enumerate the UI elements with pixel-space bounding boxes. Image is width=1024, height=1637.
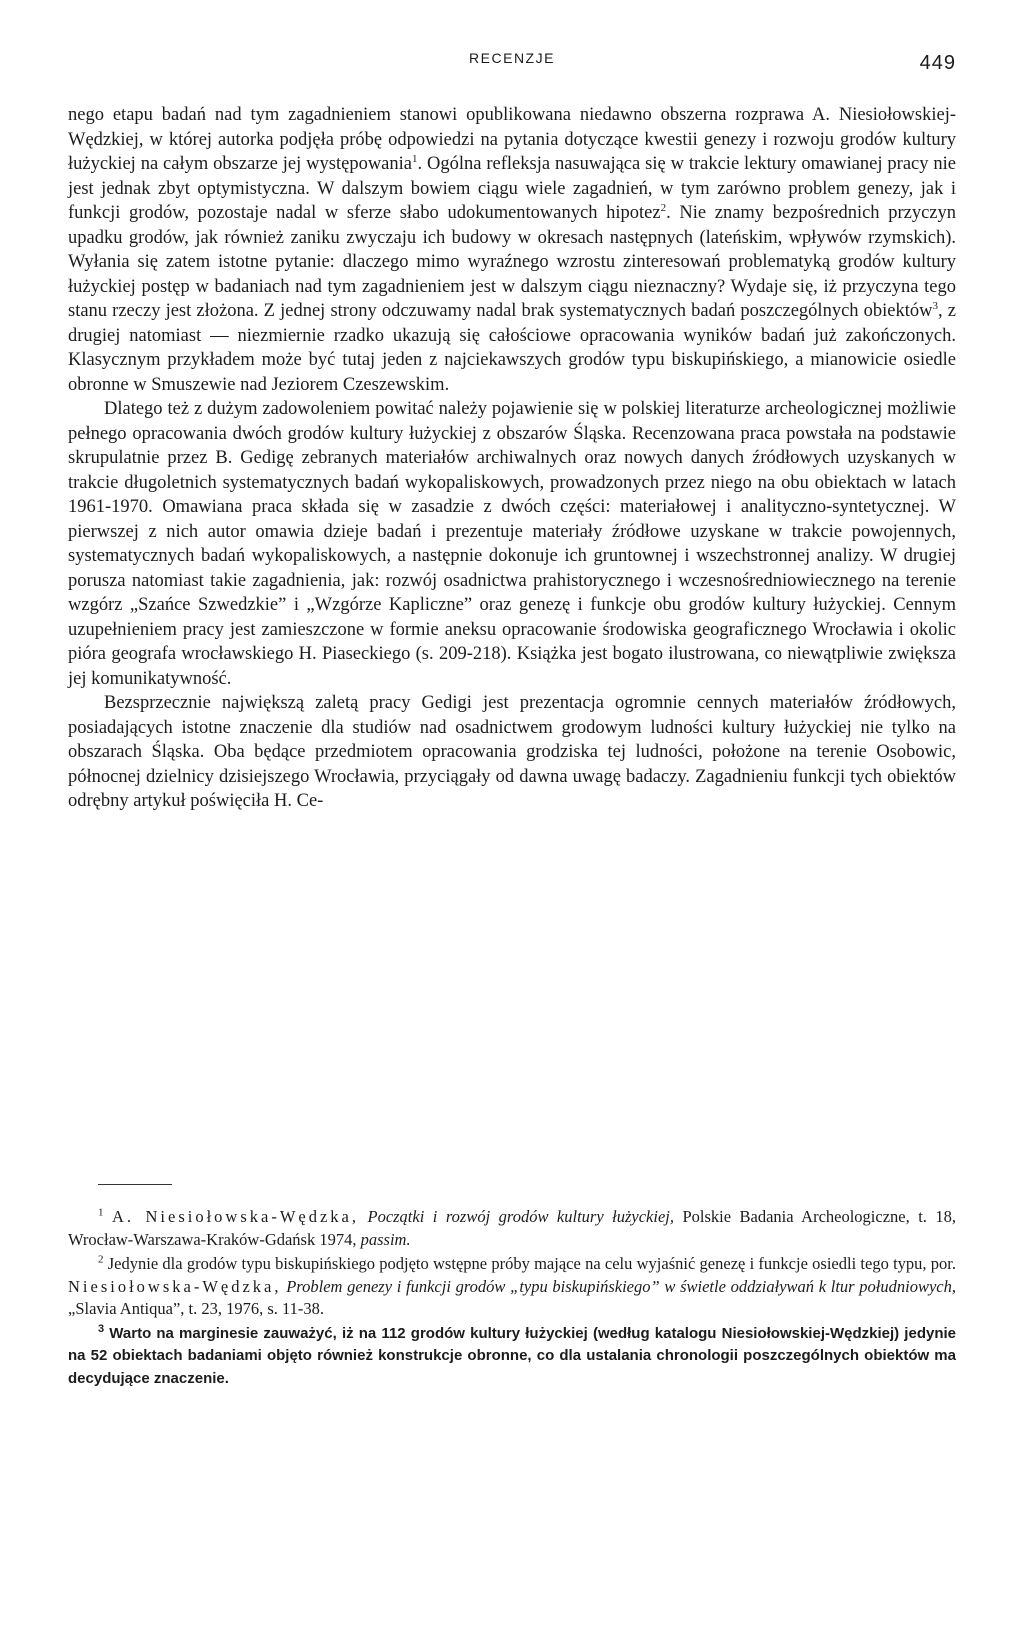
footnote-divider: [98, 1184, 172, 1185]
footnote-2-rest: „Slavia Antiqua”, t. 23, 1976, s. 11-38.: [68, 1299, 325, 1318]
footnotes: [68, 1206, 956, 1392]
footnote-1: [68, 1206, 956, 1251]
paragraph-2: Dlatego też z dużym zadowoleniem powitać należy pojawienie się w polskiej literaturze archeologicznej możliwie pełnego opracowania dwóch grodów kultury łużyckiej z obszarów Śląska. Recenzowana praca powstała na podstawie skrupulatnie przez B. Gedigę zebranych materiałów archiwalnych oraz nowych danych źródłowych uzyskanych w trakcie długoletnich systematycznych badań wykopaliskowych, prowadzonych przez niego na obu obiektach w latach 1961-1970. Omawiana praca składa się w zasadzie z dwóch części: materiałowej i analityczno-syntetycznej. W pierwszej z nich autor omawia dzieje badań i prezentuje materiały źródłowe uzyskane w trakcie powojennych, systematycznych badań wykopaliskowych, a następnie dokonuje ich gruntownej i wszechstronnej analizy. W drugiej porusza natomiast takie zagadnienia, jak: rozwój osadnictwa prahistorycznego i wczesnośredniowiecznego na terenie wzgórz „Szańce Szwedzkie” i „Wzgórze Kapliczne” oraz genezę i funkcje obu grodów kultury łużyckiej. Cennym uzupełnieniem pracy jest zamieszczone w formie aneksu opracowanie środowiska geograficznego Wrocławia i okolic pióra geografa wrocławskiego H. Piaseckiego (s. 209-218). Książka jest bogato ilustrowana, co niewątpliwie zwiększa jej komunikatywność.: [68, 399, 956, 689]
paragraph-1-part-d: , z drugiej natomiast — niezmiernie rzadko ukazują się całościowe opracowania wyników badań już zakończonych. Klasycznym przykładem może być tutaj jeden z najciekawszych grodów typu biskupińskiego, a mianowicie osiedle obronne w Smuszewie nad Jeziorem Czeszewskim.: [68, 301, 956, 395]
footnote-1-author: A. Niesiołowska-Wędzka,: [111, 1207, 359, 1226]
footnote-1-passim: passim.: [360, 1229, 411, 1249]
footnote-ref-3: 3: [932, 299, 939, 312]
footnote-2-author: Niesiołowska-Wędzka,: [68, 1276, 282, 1296]
footnote-2-number: 2: [98, 1253, 104, 1266]
footnote-1-title: Początki i rozwój grodów kultury łużyckiej,: [367, 1207, 674, 1226]
paragraph-1: [68, 103, 956, 397]
footnote-1-number: 1: [98, 1206, 104, 1219]
footnote-2-title: Problem genezy i funkcji grodów „typu biskupińskiego” w świetle oddziaływań k ltur południowych,: [286, 1276, 957, 1296]
footnote-3: [68, 1323, 956, 1391]
footnote-2: [68, 1253, 956, 1321]
paragraph-1-part-a: nego etapu badań nad tym zagadnieniem stanowi opublikowana niedawno obszerna rozprawa A. Niesiołowskiej-Wędzkiej, w której autorka podjęła próbę odpowiedzi na pytania dotyczące kwestii genezy i rozwoju grodów kultury łużyckiej na całym obszarze jej występowania: [68, 105, 956, 174]
section-title: RECENZJE: [469, 50, 555, 66]
body-text: [68, 103, 956, 814]
footnote-2-text: Jedynie dla grodów typu biskupińskiego podjęto wstępne próby mające na celu wyjaśnić genezę i funkcje osiedli tego typu, por.: [107, 1254, 957, 1273]
paragraph-3: Bezsprzecznie największą zaletą pracy Gedigi jest prezentacja ogromnie cennych materiałów źródłowych, posiadających istotne znaczenie dla studiów nad osadnictwem grodowym ludności kultury łużyckiej nie tylko na obszarach Śląska. Oba będące przedmiotem opracowania grodziska tej ludności, położone na terenie Osobowic, północnej dzielnicy dzisiejszego Wrocławia, przyciągały od dawna uwagę badaczy. Zagadnieniu funkcji tych obiektów odrębny artykuł poświęciła H. Ce-: [68, 693, 956, 811]
paragraph-1-part-c: . Nie znamy bezpośrednich przyczyn upadku grodów, jak również zaniku zwyczaju ich budowy w okresach następnych (lateńskim, wpływów rzymskich). Wyłania się zatem istotne pytanie: dlaczego mimo wyraźnego wzrostu zinteresowań problematyką grodów kultury łużyckiej postęp w badaniach nad tym zagadnieniem jest w dalszym ciągu nieznaczny? Wydaje się, iż przyczyna tego stanu rzeczy jest złożona. Z jednej strony odczuwamy nadal brak systematycznych badań poszczególnych obiektów: [68, 203, 956, 321]
page-number: 449: [919, 52, 956, 74]
footnote-ref-2: 2: [660, 201, 667, 214]
footnote-1-rest: Polskie Badania Archeologiczne, t. 18, Wrocław-Warszawa-Kraków-Gdańsk 1974,: [68, 1207, 957, 1249]
footnote-3-text: Warto na marginesie zauważyć, iż na 112 grodów kultury łużyckiej (według katalogu Niesiołowskiej-Wędzkiej) jedynie na 52 obiektach badaniami objęto również konstrukcje obronne, co dla ustalania chronologii poszczególnych obiektów ma decydujące znaczenie.: [68, 1324, 956, 1387]
paragraph-1-part-b: . Ogólna refleksja nasuwająca się w trakcie lektury omawianej pracy nie jest jednak zbyt optymistyczna. W dalszym bowiem ciągu wiele zagadnień, w tym zarówno problem genezy, jak i funkcji grodów, pozostaje nadal w sferze słabo udokumentowanych hipotez: [68, 154, 956, 223]
running-head: [68, 50, 956, 80]
footnote-ref-1: 1: [412, 152, 418, 165]
footnote-3-number: 3: [98, 1322, 105, 1335]
